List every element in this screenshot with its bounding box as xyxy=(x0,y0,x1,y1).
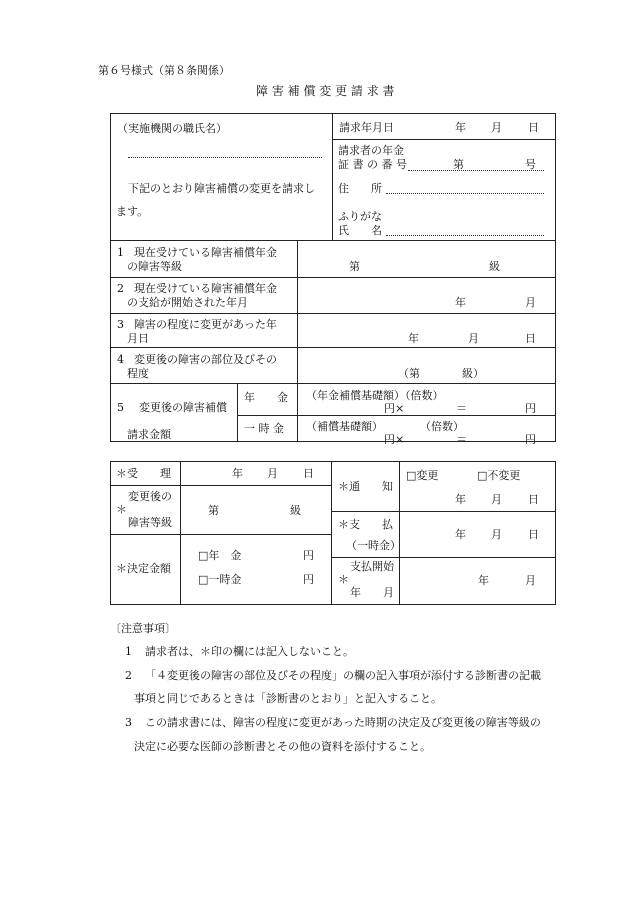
cert-number-field[interactable] xyxy=(408,170,544,171)
after-grade-dai: 第 xyxy=(208,504,219,517)
request-date-day: 日 xyxy=(528,121,539,134)
juri-year: 年 xyxy=(232,467,243,480)
notice-change[interactable]: □変更 xyxy=(406,469,439,482)
row2-label-1: 現在受けている障害補償年金 xyxy=(134,282,277,295)
pay-year: 年 xyxy=(455,528,466,541)
request-text-2: ます。 xyxy=(116,205,149,218)
notice-nochange[interactable]: □不変更 xyxy=(477,469,521,482)
row3-day: 日 xyxy=(525,332,536,345)
note2-no: 2 xyxy=(125,669,132,682)
decide-lump-yen: 円 xyxy=(303,573,314,586)
cert-label-2: 証 書 の 番 号 xyxy=(338,158,407,171)
row5-no: 5 xyxy=(117,401,124,414)
row2-label-2: の支給が開始された年月 xyxy=(127,296,248,309)
row1-dai: 第 xyxy=(349,260,360,273)
name-label: 氏 名 xyxy=(338,224,382,237)
decide-pension-yen: 円 xyxy=(303,549,314,562)
request-date-month: 月 xyxy=(491,121,502,134)
note1-no: 1 xyxy=(125,645,132,658)
lump-yen-x: 円× xyxy=(384,433,405,446)
request-date-label: 請求年月日 xyxy=(339,121,394,134)
furigana-label: ふりがな xyxy=(338,210,382,223)
row2-year: 年 xyxy=(455,296,466,309)
pension-basis: （年金補償基礎額）（倍数） xyxy=(306,389,444,402)
row3-label-2: 月日 xyxy=(127,332,149,345)
cert-go: 号 xyxy=(525,158,536,171)
decide-opt-pension[interactable]: □年 金 xyxy=(198,549,242,562)
row1-kyu: 級 xyxy=(489,260,500,273)
lump-label: 一 時 金 xyxy=(244,422,284,435)
address-label: 住 所 xyxy=(338,182,382,195)
lump-mult: （倍数） xyxy=(420,420,464,433)
note3-no: 3 xyxy=(125,716,132,729)
pay-label-2: （一時金） xyxy=(346,539,401,552)
decide-label: ＊決定金額 xyxy=(116,562,171,575)
org-label: （実施機関の職氏名） xyxy=(117,122,227,135)
juri-day: 日 xyxy=(303,467,314,480)
note3-line2: 決定に必要な医師の診断書とその他の資料を添付すること。 xyxy=(134,740,431,753)
note3-line1: この請求書には、障害の程度に変更があった時期の決定及び変更後の障害等級の xyxy=(145,716,541,729)
row4-kyu: 級） xyxy=(462,367,484,380)
note1-line1: 請求者は、＊印の欄には記入しないこと。 xyxy=(145,645,354,658)
after-grade-star: ＊ xyxy=(116,503,127,516)
row4-label-1: 変更後の障害の部位及びその xyxy=(134,353,277,366)
decide-opt-lump[interactable]: □一時金 xyxy=(198,573,242,586)
pay-label-1: ＊支 払 xyxy=(338,518,393,531)
pension-label: 年 金 xyxy=(244,391,288,404)
cert-label-1: 請求者の年金 xyxy=(338,144,404,157)
juri-label: ＊受 理 xyxy=(116,467,171,480)
juri-month: 月 xyxy=(267,467,278,480)
row1-label-1: 現在受けている障害補償年金 xyxy=(134,246,277,259)
pension-yen-x: 円× xyxy=(384,402,405,415)
address-field[interactable] xyxy=(386,193,544,194)
row3-label-1: 障害の程度に変更があった年 xyxy=(134,318,277,331)
pension-eq: ＝ xyxy=(456,402,467,415)
pay-day: 日 xyxy=(528,528,539,541)
cert-dai: 第 xyxy=(453,158,464,171)
name-field[interactable] xyxy=(386,235,544,236)
notice-month: 月 xyxy=(491,493,502,506)
row3-month: 月 xyxy=(468,332,479,345)
lump-yen: 円 xyxy=(525,433,536,446)
notice-year: 年 xyxy=(455,493,466,506)
row2-no: 2 xyxy=(117,282,124,295)
after-grade-label-1: 変更後の xyxy=(128,490,172,503)
note2-line1: 「４変更後の障害の部位及びその程度」の欄の記入事項が添付する診断書の記載 xyxy=(145,669,541,682)
form-title: 障 害 補 償 変 更 請 求 書 xyxy=(256,84,395,98)
request-date-year: 年 xyxy=(455,121,466,134)
lump-eq: ＝ xyxy=(456,433,467,446)
org-name-field[interactable] xyxy=(128,157,322,158)
after-grade-kyu: 級 xyxy=(290,504,301,517)
row5-label-2: 請求金額 xyxy=(127,428,171,441)
row4-dai: （第 xyxy=(398,367,420,380)
notice-day: 日 xyxy=(528,493,539,506)
pension-yen: 円 xyxy=(525,402,536,415)
notes-heading: 〔注意事項〕 xyxy=(110,622,176,635)
form-number: 第６号様式（第８条関係） xyxy=(98,64,230,77)
row4-label-2: 程度 xyxy=(127,367,149,380)
notice-label: ＊通 知 xyxy=(338,480,393,493)
paystart-star: ＊ xyxy=(338,573,349,586)
row1-label-2: の障害等級 xyxy=(127,260,182,273)
pay-month: 月 xyxy=(491,528,502,541)
row4-no: 4 xyxy=(117,353,124,366)
row3-year: 年 xyxy=(408,332,419,345)
paystart-year: 年 xyxy=(478,574,489,587)
paystart-label-2: 年 月 xyxy=(350,586,394,599)
paystart-label-1: 支払開始 xyxy=(350,560,394,573)
paystart-month: 月 xyxy=(525,574,536,587)
row5-label-1: 変更後の障害補償 xyxy=(139,401,227,414)
row1-no: 1 xyxy=(117,246,124,259)
row2-month: 月 xyxy=(525,296,536,309)
note2-line2: 事項と同じであるときは「診断書のとおり」と記入すること。 xyxy=(134,692,442,705)
request-text-1: 下記のとおり障害補償の変更を請求し xyxy=(128,182,315,195)
row3-no: 3 xyxy=(117,318,124,331)
after-grade-label-2: 障害等級 xyxy=(128,516,172,529)
lump-basis: （補償基礎額） xyxy=(306,420,383,433)
